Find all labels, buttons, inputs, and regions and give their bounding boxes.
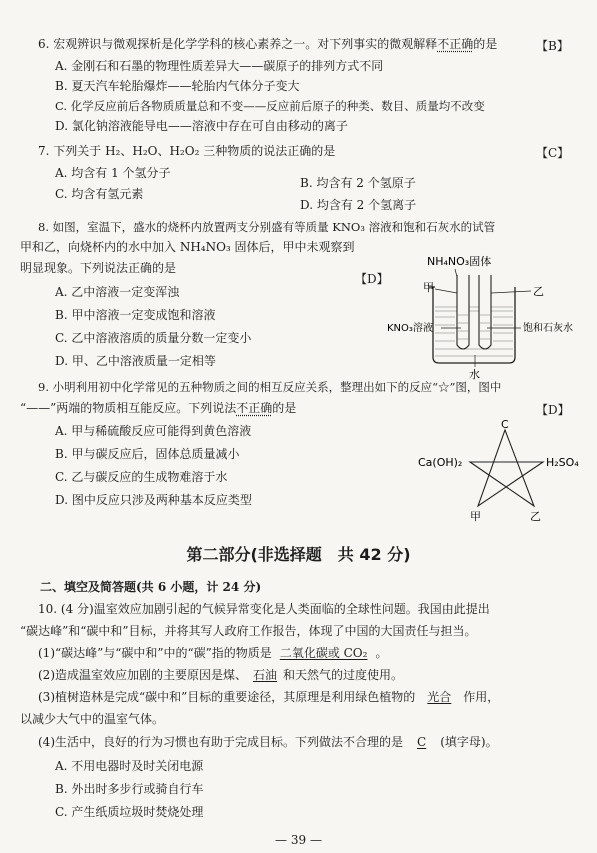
q9-stem-text: “——”两端的物质相互能反应。下列说法 [20, 401, 237, 415]
q9-stem-line1: 9. 小明利用初中化学常见的五种物质之间的相互反应关系，整理出如下的反应“☆”图，图中 [38, 380, 502, 394]
q9-option-b: B. 甲与碳反应后，固体总质量减小 [55, 447, 240, 461]
q10-part2-text: (2)造成温室效应加剧的主要原因是煤、 [38, 668, 247, 682]
q10-part2 [38, 668, 403, 683]
q10-part4-end: (填字母)。 [440, 735, 498, 749]
q8-beaker-figure [385, 245, 585, 380]
q10-part2-answer: 石油 [253, 668, 278, 682]
q8-stem-line3: 明显现象。下列说法正确的是 [20, 261, 177, 275]
q10-stem-line2: “碳达峰”和“碳中和”目标，并将其写人政府工作报告，体现了中国的大国责任与担当。 [20, 624, 477, 638]
q8-stem-line2: 甲和乙，向烧杯内的水中加入 NH₄NO₃ 固体后，甲中未观察到 [20, 240, 355, 254]
q9-option-d: D. 图中反应只涉及两种基本反应类型 [55, 493, 252, 507]
q8-answer: 【D】 [355, 272, 389, 286]
q8-fig-limewater: 饱和石灰水 [523, 323, 573, 334]
q8-option-b: B. 甲中溶液一定变成饱和溶液 [55, 308, 216, 322]
q6-stem [38, 37, 497, 52]
q10-part4-answer: C [417, 735, 427, 749]
q9-option-c: C. 乙与碳反应的生成物难溶于水 [55, 470, 228, 484]
q9-fig-yi: 乙 [530, 510, 541, 523]
q8-stem-line1: 8. 如图，室温下，盛水的烧杯内放置两支分别盛有等质量 KNO₃ 溶液和饱和石灰水的试管 [38, 220, 496, 234]
q8-fig-kno3: KNO₃溶液 [387, 323, 433, 334]
q8-fig-top-label: NH₄NO₃固体 [427, 255, 492, 268]
q7-option-b: B. 均含有 2 个氢原子 [300, 176, 416, 190]
q8-fig-yi: 乙 [533, 285, 544, 298]
q9-fig-c: C [501, 418, 509, 431]
q6-stem-text: 6. 宏观辨识与微观探析是化学学科的核心素养之一。对下列事实的微观解释 [38, 37, 438, 51]
q9-stem-emphasis: 不正确 [236, 401, 273, 415]
q10-option-b: B. 外出时多步行或骑自行车 [55, 782, 204, 796]
q10-part4-text: (4)生活中，良好的行为习惯也有助于完成目标。下列做法不合理的是 [38, 735, 404, 749]
q8-fig-water: 水 [469, 368, 480, 380]
q9-fig-jia: 甲 [470, 510, 481, 523]
q6-option-c: C. 化学反应前后各物质质量总和不变——反应前后原子的种类、数目、质量均不改变 [55, 99, 485, 113]
q6-option-d: D. 氯化钠溶液能导电——溶液中存在可自由移动的离子 [55, 119, 348, 133]
q7-option-a: A. 均含有 1 个氢分子 [55, 166, 171, 180]
q8-option-a: A. 乙中溶液一定变浑浊 [55, 285, 180, 299]
q9-stem-line2 [20, 401, 296, 416]
reaction-star [470, 430, 543, 506]
q8-fig-jia: 甲 [423, 281, 434, 294]
q10-part1-text: (1)“碳达峰”与“碳中和”中的“碳”指的物质是 [38, 646, 272, 660]
q9-fig-h2so4: H₂SO₄ [546, 456, 579, 469]
q6-option-a: A. 金刚石和石墨的物理性质差异大——碳原子的排列方式不同 [55, 59, 384, 73]
q9-answer: 【D】 [536, 403, 570, 417]
q10-part1-end: 。 [375, 646, 388, 660]
q10-part3-answer: 光合 [427, 690, 452, 704]
q6-option-b: B. 夏天汽车轮胎爆炸——轮胎内气体分子变大 [55, 79, 300, 93]
q7-answer: 【C】 [536, 146, 570, 160]
q7-stem: 7. 下列关于 H₂、H₂O、H₂O₂ 三种物质的说法正确的是 [38, 144, 336, 158]
q9-star-figure [410, 418, 590, 530]
q10-part2-end: 和天然气的过度使用。 [283, 668, 404, 682]
q10-option-c: C. 产生纸质垃圾时焚烧处理 [55, 805, 204, 819]
page-number: — 39 — [275, 833, 322, 847]
q10-part1 [38, 646, 387, 661]
q6-stem-end: 的是 [473, 37, 498, 51]
q10-part3-line2: 以减少大气中的温室气体。 [20, 712, 165, 726]
q6-answer: 【B】 [536, 39, 569, 53]
q8-option-c: C. 乙中溶液溶质的质量分数一定变小 [55, 331, 252, 345]
q10-part4 [38, 735, 498, 750]
q10-part3 [38, 690, 499, 705]
q10-part3-end: 作用， [463, 690, 500, 704]
q9-option-a: A. 甲与稀硫酸反应可能得到黄色溶液 [55, 424, 252, 438]
q9-stem-end: 的是 [272, 401, 297, 415]
tube-jia [457, 275, 469, 349]
q10-option-a: A. 不用电器时及时关闭电源 [55, 759, 204, 773]
part2-title: 第二部分(非选择题 共 42 分) [186, 545, 411, 564]
q7-option-d: D. 均含有 2 个氢离子 [300, 198, 417, 212]
q9-fig-caoh2: Ca(OH)₂ [418, 456, 463, 469]
q10-stem-line1: 10. (4 分)温室效应加剧引起的气候异常变化是人类面临的全球性问题。我国由此提出 [38, 602, 490, 616]
tube-yi [479, 275, 491, 349]
q7-option-c: C. 均含有氢元素 [55, 187, 144, 201]
q10-part1-answer: 二氧化碳或 CO₂ [279, 646, 368, 660]
q6-stem-emphasis: 不正确 [437, 37, 474, 51]
section-title: 二、填空及简答题(共 6 小题，计 24 分) [40, 580, 262, 594]
q8-option-d: D. 甲、乙中溶液质量一定相等 [55, 354, 216, 368]
q10-part3-text: (3)植树造林是完成“碳中和”目标的重要途径，其原理是利用绿色植物的 [38, 690, 416, 704]
